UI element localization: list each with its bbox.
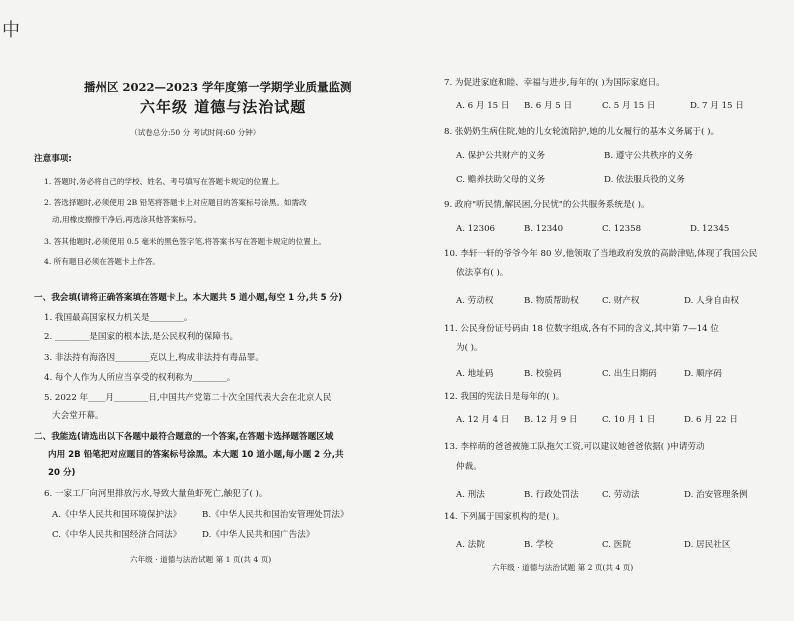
q8-option-b: B. 遵守公共秩序的义务	[604, 151, 694, 161]
q8-option-c: C. 赡养扶助父母的义务	[456, 175, 546, 185]
q8-option-d: D. 依法服兵役的义务	[604, 175, 685, 185]
q13-option-d: D. 治安管理条例	[684, 490, 748, 500]
q7-option-a: A. 6 月 15 日	[456, 101, 510, 111]
q7-option-c: C. 5 月 15 日	[602, 101, 656, 111]
q13-stem-cont: 仲裁。	[456, 462, 482, 472]
q11-stem: 11. 公民身份证号码由 18 位数字组成,各有不同的含义,其中第 7—14 位	[444, 324, 719, 334]
fill-question: 3. 非法持有海洛因________克以上,构成非法持有毒品罪。	[44, 353, 264, 363]
score-time: （试卷总分:50 分 考试时间:60 分钟）	[130, 128, 261, 137]
q12-option-b: B. 12 月 9 日	[524, 415, 578, 425]
q12-option-a: A. 12 月 4 日	[456, 415, 510, 425]
q7-option-d: D. 7 月 15 日	[690, 101, 744, 111]
footer-page-2: 六年级 · 道德与法治试题 第 2 页(共 4 页)	[492, 563, 634, 572]
q13-option-a: A. 刑法	[456, 490, 485, 500]
q10-stem-cont: 依法享有( )。	[456, 268, 509, 278]
q10-option-c: C. 财产权	[602, 296, 640, 306]
q9-option-b: B. 12340	[524, 224, 564, 234]
fill-question: 5. 2022 年____月________日,中国共产党第二十次全国代表大会在北京人民	[44, 393, 332, 403]
section2-heading: 20 分)	[48, 468, 76, 478]
fill-question: 4. 每个人作为人所应当享受的权利称为________。	[44, 373, 236, 383]
fill-question: 2. ________是国家的根本法,是公民权利的保障书。	[44, 332, 239, 342]
q14-option-a: A. 法院	[456, 540, 485, 550]
note-item: 4. 所有题目必须在答题卡上作答。	[44, 257, 160, 266]
q11-option-d: D. 顺序码	[684, 369, 722, 379]
q10-option-d: D. 人身自由权	[684, 296, 740, 306]
q13-option-b: B. 行政处罚法	[524, 490, 579, 500]
q9-option-c: C. 12358	[602, 224, 642, 234]
q6-stem: 6. 一家工厂向河里排放污水,导致大量鱼虾死亡,触犯了( )。	[44, 489, 268, 499]
q14-option-c: C. 医院	[602, 540, 631, 550]
exam-subtitle: 六年级 道德与法治试题	[140, 98, 307, 116]
q7-option-b: B. 6 月 5 日	[524, 101, 573, 111]
q13-stem: 13. 李梓萌的爸爸被施工队拖欠工资,可以建议她爸爸依据( )申请劳动	[444, 442, 705, 452]
q6-option-a: A.《中华人民共和国环境保护法》	[52, 510, 182, 520]
q14-option-b: B. 学校	[524, 540, 553, 550]
footer-page-1: 六年级 · 道德与法治试题 第 1 页(共 4 页)	[130, 555, 272, 564]
q11-option-c: C. 出生日期码	[602, 369, 657, 379]
page-mark: 中	[2, 20, 20, 41]
q11-option-b: B. 校验码	[524, 369, 562, 379]
q9-option-d: D. 12345	[690, 224, 730, 234]
q8-option-a: A. 保护公共财产的义务	[456, 151, 546, 161]
q13-option-c: C. 劳动法	[602, 490, 640, 500]
notes-heading: 注意事项:	[34, 154, 72, 164]
q9-stem: 9. 政府"听民情,解民困,分民忧"的公共服务系统是( )。	[444, 200, 650, 210]
q12-option-d: D. 6 月 22 日	[684, 415, 738, 425]
fill-question-cont: 大会堂开幕。	[52, 411, 104, 421]
q12-option-c: C. 10 月 1 日	[602, 415, 656, 425]
q12-stem: 12. 我国的宪法日是每年的( )。	[444, 392, 565, 402]
fill-question: 1. 我国最高国家权力机关是________。	[44, 313, 193, 323]
q10-option-b: B. 物质帮助权	[524, 296, 579, 306]
q8-stem: 8. 张奶奶生病住院,她的儿女轮流陪护,她的儿女履行的基本义务属于( )。	[444, 127, 720, 137]
q7-stem: 7. 为促进家庭和睦、幸福与进步,每年的( )为国际家庭日。	[444, 78, 665, 88]
note-item: 1. 答题时,务必将自己的学校、姓名、考号填写在答题卡规定的位置上。	[44, 177, 284, 186]
q9-option-a: A. 12306	[456, 224, 496, 234]
q10-option-a: A. 劳动权	[456, 296, 494, 306]
q10-stem: 10. 李轩一轩的爷爷今年 80 岁,他领取了当地政府发放的高龄津贴,体现了我国公民	[444, 249, 758, 259]
section1-heading: 一、我会填(请将正确答案填在答题卡上。本大题共 5 道小题,每空 1 分,共 5 分)	[34, 293, 343, 303]
q14-stem: 14. 下列属于国家机构的是( )。	[444, 512, 565, 522]
q6-option-d: D.《中华人民共和国广告法》	[202, 530, 315, 540]
note-item: 2. 答选择题时,必须使用 2B 铅笔将答题卡上对应题目的答案标号涂黑。如需改	[44, 198, 307, 207]
q6-option-b: B.《中华人民共和国治安管理处罚法》	[202, 510, 349, 520]
note-item: 3. 答其他题时,必须使用 0.5 毫米的黑色签字笔,将答案书写在答题卡规定的位置上。	[44, 237, 326, 246]
exam-title: 播州区 2022—2023 学年度第一学期学业质量监测	[84, 80, 352, 94]
note-item: 动,用橡皮擦擦干净后,再选涂其他答案标号。	[52, 215, 202, 224]
section2-heading: 内用 2B 铅笔把对应题目的答案标号涂黑。本大题 10 道小题,每小题 2 分,共	[48, 450, 344, 460]
q14-option-d: D. 居民社区	[684, 540, 731, 550]
q11-option-a: A. 地址码	[456, 369, 494, 379]
q11-stem-cont: 为( )。	[456, 343, 483, 353]
section2-heading: 二、我能选(请选出以下各题中最符合题意的一个答案,在答题卡选择题答题区域	[34, 432, 334, 442]
q6-option-c: C.《中华人民共和国经济合同法》	[52, 530, 182, 540]
